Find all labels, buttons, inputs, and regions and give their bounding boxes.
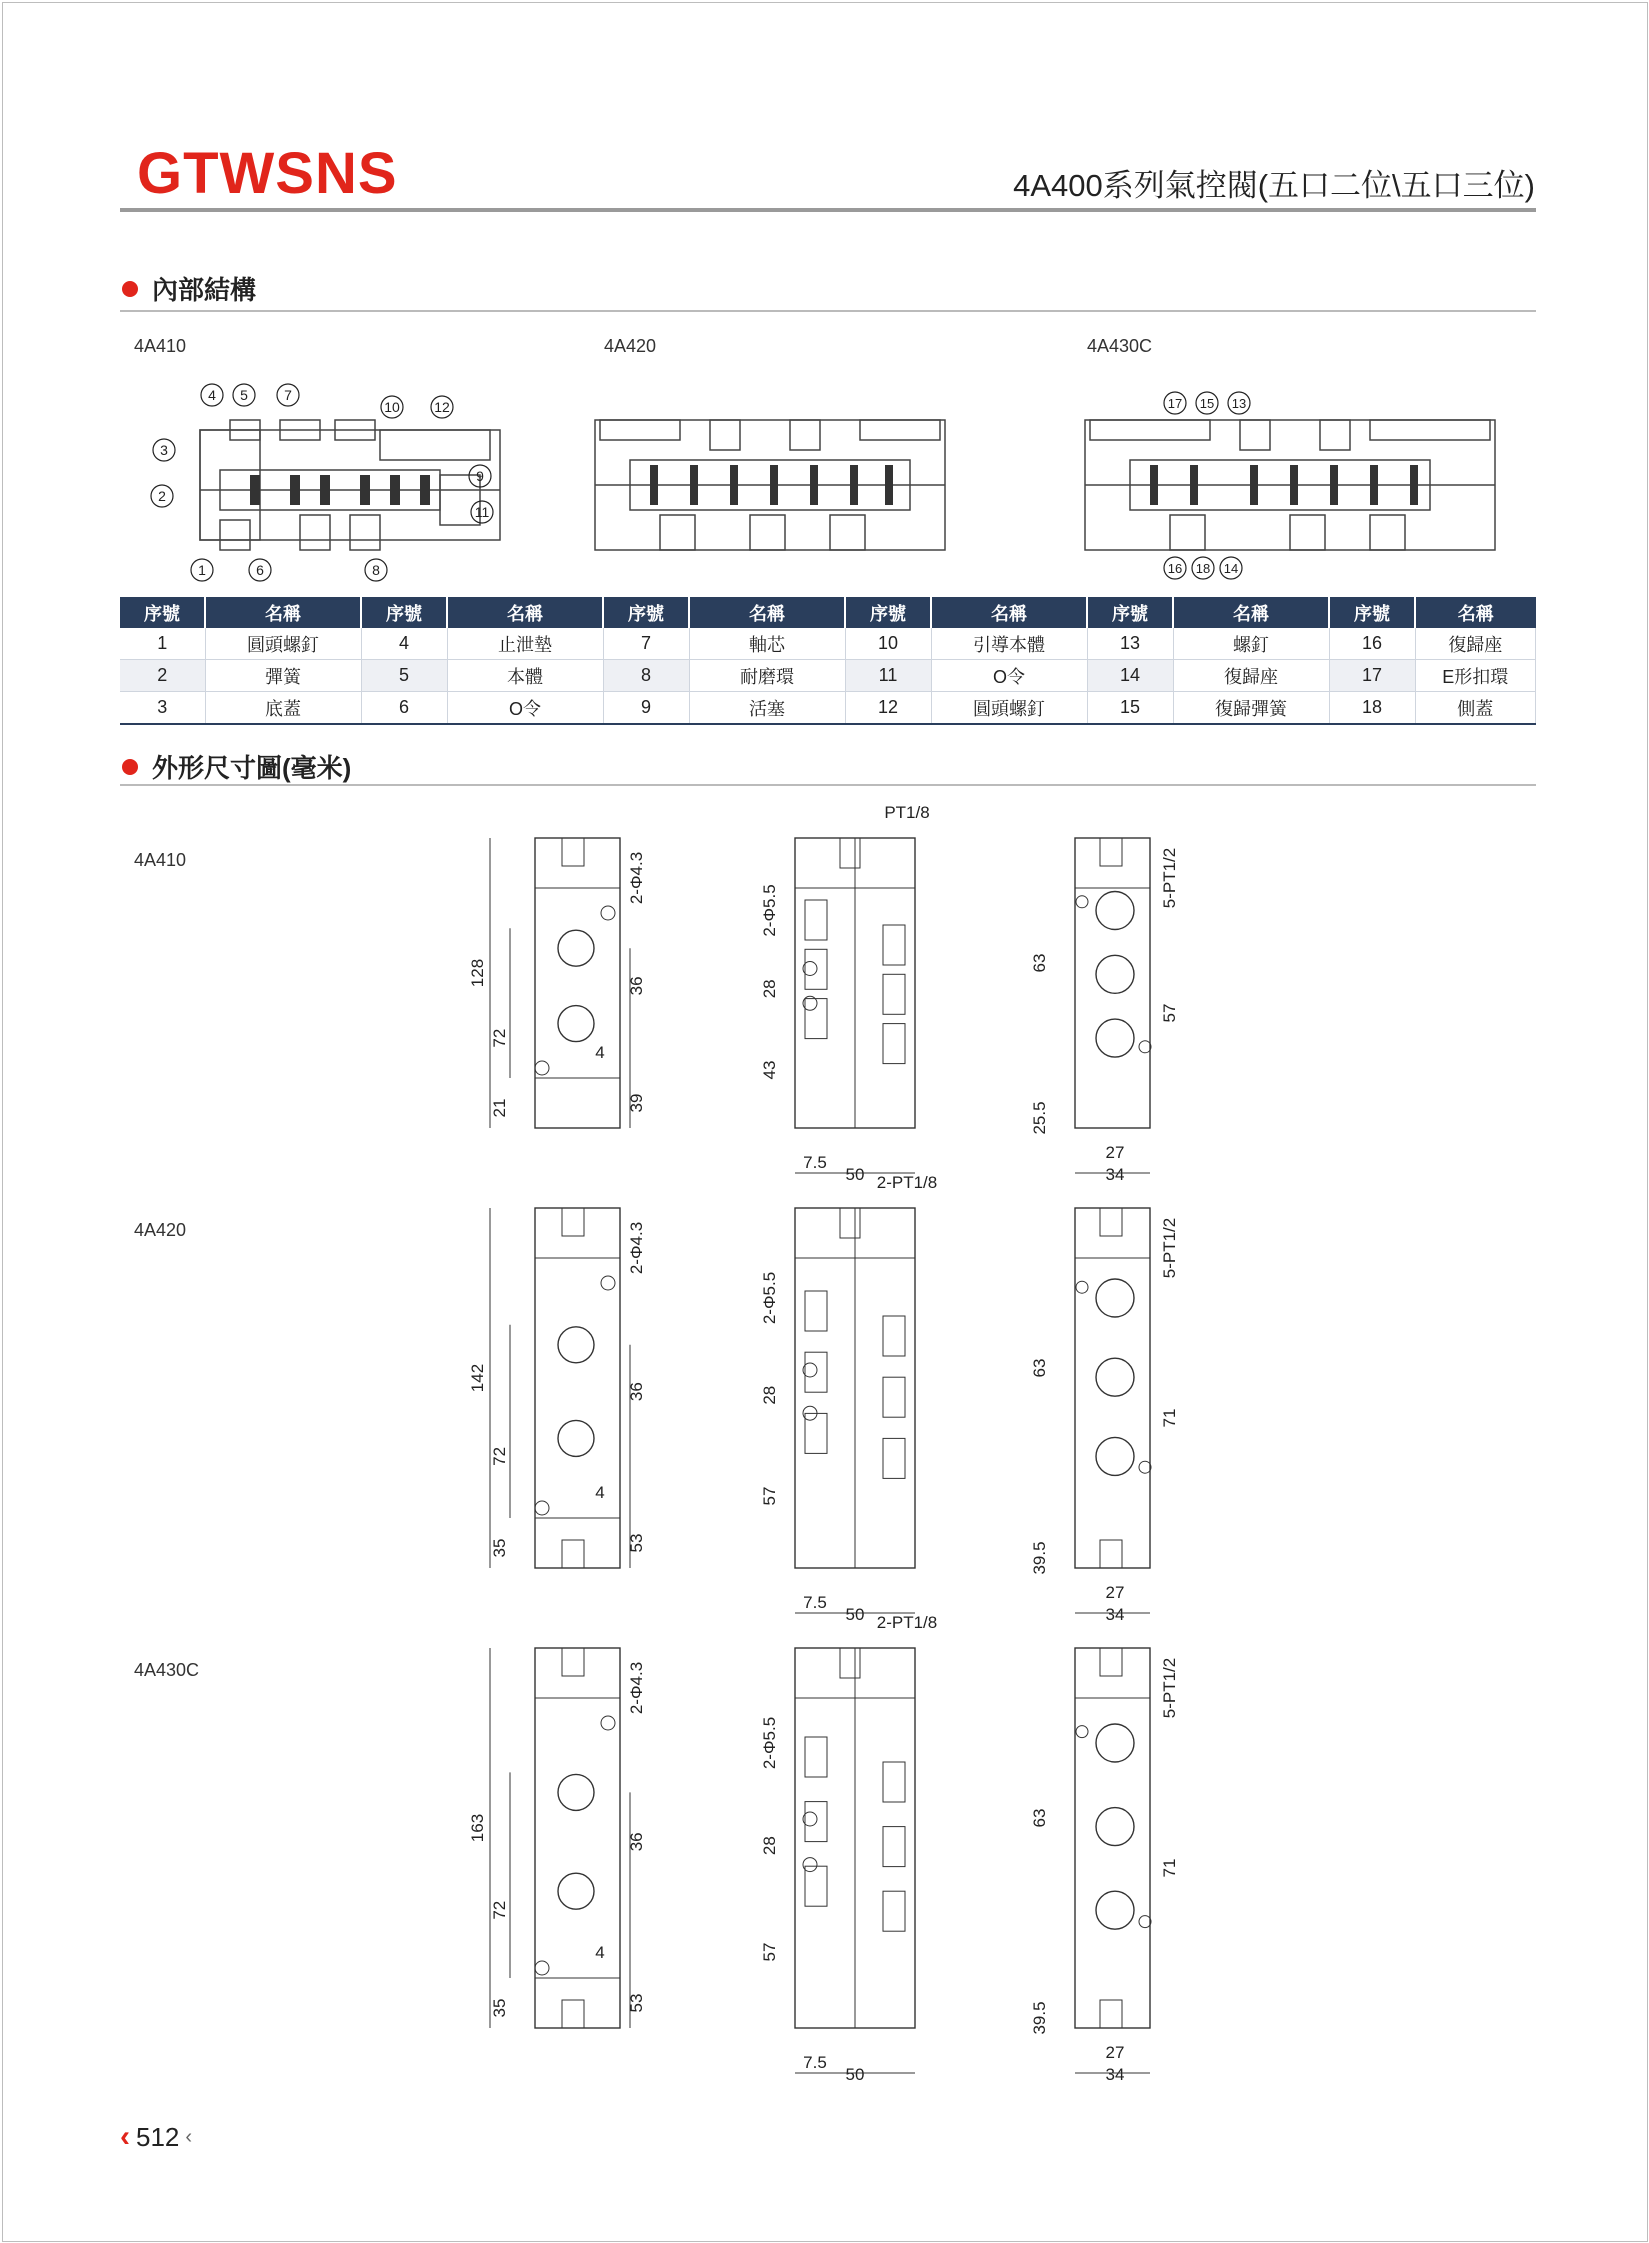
table-row	[120, 692, 1536, 725]
port-label: 2-PT1/8	[876, 1613, 938, 1632]
dimension-label: 27	[1105, 1143, 1125, 1162]
dimension-label: 35	[490, 1998, 509, 2018]
valve-end-view	[1075, 1208, 1150, 1568]
mount-hole	[535, 1061, 549, 1075]
dimension-row	[0, 1170, 1649, 1630]
port-circle	[1096, 1808, 1134, 1846]
port-circle	[558, 1420, 594, 1456]
dimension-label: 7.5	[803, 1593, 827, 1612]
table-cell: 復歸座	[1415, 628, 1536, 660]
table-cell: 耐磨環	[689, 660, 845, 692]
port-circle	[1096, 1019, 1134, 1057]
mount-hole	[1139, 1916, 1151, 1928]
port-notch	[562, 1540, 584, 1568]
dimension-label: 39	[627, 1093, 646, 1113]
dimension-label: 72	[490, 1900, 509, 1920]
column-header: 序號	[120, 597, 205, 628]
port-notch	[562, 1648, 584, 1676]
cutaway-4a430c	[1080, 385, 1500, 585]
section-heading-internal	[122, 270, 256, 307]
dimension-drawing-svg	[0, 1610, 1649, 2090]
dimension-row	[0, 800, 1649, 1190]
dimension-label: 27	[1105, 2043, 1125, 2062]
dimension-label: 2-Φ5.5	[760, 1271, 779, 1325]
column-header: 名稱	[1415, 597, 1536, 628]
dimension-label: 28	[760, 979, 779, 999]
table-cell: E形扣環	[1415, 660, 1536, 692]
flow-channel	[883, 1316, 905, 1356]
port-notch	[1100, 2000, 1122, 2028]
column-header: 名稱	[447, 597, 603, 628]
model-label: 4A410	[134, 850, 187, 870]
column-header: 名稱	[1173, 597, 1329, 628]
port-circle	[558, 1774, 594, 1810]
table-cell: O令	[447, 692, 603, 725]
dimension-label: 72	[490, 1446, 509, 1466]
port-circle	[558, 1006, 594, 1042]
dimension-label: 128	[468, 958, 487, 988]
model-label: 4A430C	[134, 1660, 200, 1680]
port-label: 5-PT1/2	[1160, 1657, 1179, 1719]
callout-label: 4	[208, 387, 216, 403]
callout-label: 13	[1231, 396, 1247, 411]
dimension-label: 50	[845, 1605, 865, 1624]
flow-channel	[883, 925, 905, 965]
table-cell: 軸芯	[689, 628, 845, 660]
dimension-label: 63	[1030, 953, 1049, 973]
port-notch	[840, 1208, 860, 1238]
dimension-label: 142	[468, 1363, 487, 1393]
dimension-label: 2-Φ5.5	[760, 884, 779, 937]
dimension-label: 63	[1030, 1808, 1049, 1828]
port-notch	[1100, 1540, 1122, 1568]
dimension-label: 35	[490, 1538, 509, 1558]
dimension-label: 27	[1105, 1583, 1125, 1602]
table-cell: 7	[603, 628, 689, 660]
callout-label: 10	[384, 399, 400, 415]
table-cell: 本體	[447, 660, 603, 692]
dimension-label: 71	[1160, 1408, 1179, 1428]
table-cell: 14	[1087, 660, 1173, 692]
model-label: 4A420	[604, 336, 657, 356]
page-number-text: 512	[136, 2121, 180, 2152]
mount-hole	[535, 1961, 549, 1975]
dimension-label: 7.5	[803, 2053, 827, 2072]
model-label: 4A430C	[1087, 336, 1153, 356]
callout-label: 2	[158, 488, 166, 504]
valve-front-view	[535, 838, 620, 1128]
flow-channel	[883, 974, 905, 1014]
port-circle	[1096, 955, 1134, 993]
section-title: 外形尺寸圖(毫米)	[152, 753, 352, 783]
port-notch	[1100, 838, 1122, 866]
header-divider	[120, 208, 1536, 212]
dimension-label: 4	[595, 1483, 605, 1502]
flow-channel	[805, 1352, 827, 1392]
table-cell: 螺釘	[1173, 628, 1329, 660]
dimension-label: 4	[595, 1943, 605, 1962]
table-cell: 5	[361, 660, 447, 692]
table-cell: 15	[1087, 692, 1173, 725]
flow-channel	[883, 1891, 905, 1931]
port-notch	[562, 2000, 584, 2028]
dimension-drawing-svg	[0, 800, 1649, 1190]
port-circle	[1096, 1891, 1134, 1929]
callout-label: 9	[476, 468, 484, 484]
dimension-label: 21	[490, 1098, 509, 1118]
table-cell: 11	[845, 660, 931, 692]
valve-front-view	[535, 1208, 620, 1568]
table-cell: 止泄墊	[447, 628, 603, 660]
dimension-label: 57	[760, 1486, 779, 1506]
page-title: 4A400系列氣控閥(五口二位\五口三位)	[1013, 168, 1535, 203]
callout-label: 6	[256, 562, 264, 578]
dimension-label: 50	[845, 1165, 865, 1184]
chevron-left-small-icon: ‹	[185, 2125, 193, 2148]
flow-channel	[805, 999, 827, 1039]
callout-label: 14	[1223, 561, 1239, 576]
port-notch	[562, 1208, 584, 1236]
port-notch	[562, 838, 584, 866]
port-circle	[1096, 1358, 1134, 1396]
dimension-label: 57	[760, 1942, 779, 1962]
dimension-label: 72	[490, 1028, 509, 1048]
bullet-icon	[122, 281, 138, 297]
cutaway-4a420	[590, 415, 950, 555]
table-cell: 1	[120, 628, 205, 660]
table-cell: 16	[1329, 628, 1415, 660]
column-header: 序號	[1329, 597, 1415, 628]
dimension-label: 28	[760, 1836, 779, 1856]
dimension-label: 36	[627, 1382, 646, 1402]
port-label: 2-PT1/8	[876, 1173, 938, 1192]
valve-end-view	[1075, 838, 1150, 1128]
table-cell: 6	[361, 692, 447, 725]
dimension-label: 39.5	[1030, 2001, 1049, 2035]
column-header: 序號	[1087, 597, 1173, 628]
mount-hole	[1076, 896, 1088, 908]
table-row	[120, 628, 1536, 660]
mount-hole	[601, 1276, 615, 1290]
dimension-label: 2-Φ4.3	[627, 851, 646, 905]
dimension-label: 71	[1160, 1858, 1179, 1878]
dimension-drawing-svg	[0, 1170, 1649, 1630]
dimension-label: 25.5	[1030, 1101, 1049, 1135]
table-cell: 18	[1329, 692, 1415, 725]
callout-label: 17	[1167, 396, 1183, 411]
callout-label: 5	[240, 387, 248, 403]
table-cell: 8	[603, 660, 689, 692]
callout-label: 3	[160, 442, 168, 458]
port-label: 5-PT1/2	[1160, 847, 1179, 909]
table-row	[120, 660, 1536, 692]
flow-channel	[805, 1413, 827, 1453]
dimension-label: 36	[627, 976, 646, 996]
port-label: 5-PT1/2	[1160, 1217, 1179, 1279]
column-header: 名稱	[689, 597, 845, 628]
dimension-row	[0, 1610, 1649, 2090]
flow-channel	[883, 1827, 905, 1867]
dimension-label: 36	[627, 1832, 646, 1852]
port-circle	[1096, 892, 1134, 930]
flow-channel	[883, 1024, 905, 1064]
dimension-label: 43	[760, 1060, 779, 1080]
port-notch	[1100, 1208, 1122, 1236]
model-label: 4A410	[134, 336, 187, 356]
table-cell: 10	[845, 628, 931, 660]
valve-end-view	[1075, 1648, 1150, 2028]
dimension-label: 53	[627, 1993, 646, 2013]
dimension-label: 63	[1030, 1358, 1049, 1378]
port-notch	[840, 1648, 860, 1678]
table-cell: 圓頭螺釘	[931, 692, 1087, 725]
dimension-label: 4	[595, 1043, 605, 1062]
dimension-label: 163	[468, 1813, 487, 1843]
column-header: 序號	[361, 597, 447, 628]
table-cell: 活塞	[689, 692, 845, 725]
dimension-label: 7.5	[803, 1153, 827, 1172]
mount-hole	[601, 1716, 615, 1730]
model-label: 4A420	[134, 1220, 187, 1240]
flow-channel	[883, 1438, 905, 1478]
flow-channel	[805, 949, 827, 989]
table-cell: 復歸座	[1173, 660, 1329, 692]
table-cell: 底蓋	[205, 692, 361, 725]
port-circle	[558, 1327, 594, 1363]
table-cell: 2	[120, 660, 205, 692]
bullet-icon	[122, 759, 138, 775]
port-circle	[1096, 1437, 1134, 1475]
mount-hole	[535, 1501, 549, 1515]
table-cell: 復歸彈簧	[1173, 692, 1329, 725]
flow-channel	[883, 1762, 905, 1802]
table-cell: 彈簧	[205, 660, 361, 692]
dimension-label: 2-Φ4.3	[627, 1221, 646, 1275]
callout-label: 7	[284, 387, 292, 403]
callout-label: 11	[474, 504, 490, 520]
mount-hole	[803, 1858, 817, 1872]
table-cell: 4	[361, 628, 447, 660]
dimension-label: 34	[1105, 2065, 1125, 2084]
dimension-label: 34	[1105, 1165, 1125, 1184]
flow-channel	[805, 1737, 827, 1777]
dimension-label: 39.5	[1030, 1541, 1049, 1575]
table-header-row	[120, 597, 1536, 628]
column-header: 序號	[845, 597, 931, 628]
table-cell: 13	[1087, 628, 1173, 660]
flow-channel	[883, 1377, 905, 1417]
port-circle	[1096, 1279, 1134, 1317]
callout-label: 1	[198, 562, 206, 578]
port-label: PT1/8	[884, 803, 930, 822]
table-cell: O令	[931, 660, 1087, 692]
mount-hole	[1139, 1461, 1151, 1473]
callout-label: 15	[1199, 396, 1215, 411]
brand-logo: GTWSNS	[137, 141, 398, 206]
dimension-label: 2-Φ5.5	[760, 1716, 779, 1770]
flow-channel	[805, 900, 827, 940]
callout-label: 8	[372, 562, 380, 578]
callout-label: 12	[434, 399, 450, 415]
chevron-left-icon: ‹	[120, 2120, 130, 2153]
section-divider	[120, 310, 1536, 312]
parts-table	[120, 597, 1536, 725]
callout-label: 18	[1195, 561, 1211, 576]
table-cell: 引導本體	[931, 628, 1087, 660]
dimension-label: 28	[760, 1385, 779, 1405]
section-divider	[120, 784, 1536, 786]
section-heading-dimensions	[122, 748, 351, 785]
table-cell: 3	[120, 692, 205, 725]
dimension-label: 34	[1105, 1605, 1125, 1624]
port-notch	[840, 838, 860, 868]
table-cell: 9	[603, 692, 689, 725]
column-header: 名稱	[205, 597, 361, 628]
port-circle	[558, 930, 594, 966]
mount-hole	[1076, 1281, 1088, 1293]
column-header: 序號	[603, 597, 689, 628]
column-header: 名稱	[931, 597, 1087, 628]
dimension-label: 2-Φ4.3	[627, 1661, 646, 1715]
table-cell: 12	[845, 692, 931, 725]
table-cell: 圓頭螺釘	[205, 628, 361, 660]
mount-hole	[1139, 1041, 1151, 1053]
cutaway-4a410	[140, 380, 520, 590]
table-cell: 17	[1329, 660, 1415, 692]
flow-channel	[805, 1291, 827, 1331]
dimension-label: 57	[1160, 1003, 1179, 1023]
valve-front-view	[535, 1648, 620, 2028]
table-cell: 側蓋	[1415, 692, 1536, 725]
mount-hole	[601, 906, 615, 920]
port-circle	[1096, 1724, 1134, 1762]
page-number	[120, 2120, 192, 2154]
section-title: 內部結構	[152, 275, 257, 305]
port-notch	[1100, 1648, 1122, 1676]
dimension-label: 50	[845, 2065, 865, 2084]
dimension-label: 53	[627, 1533, 646, 1553]
mount-hole	[1076, 1726, 1088, 1738]
callout-label: 16	[1167, 561, 1183, 576]
port-circle	[558, 1873, 594, 1909]
flow-channel	[805, 1866, 827, 1906]
